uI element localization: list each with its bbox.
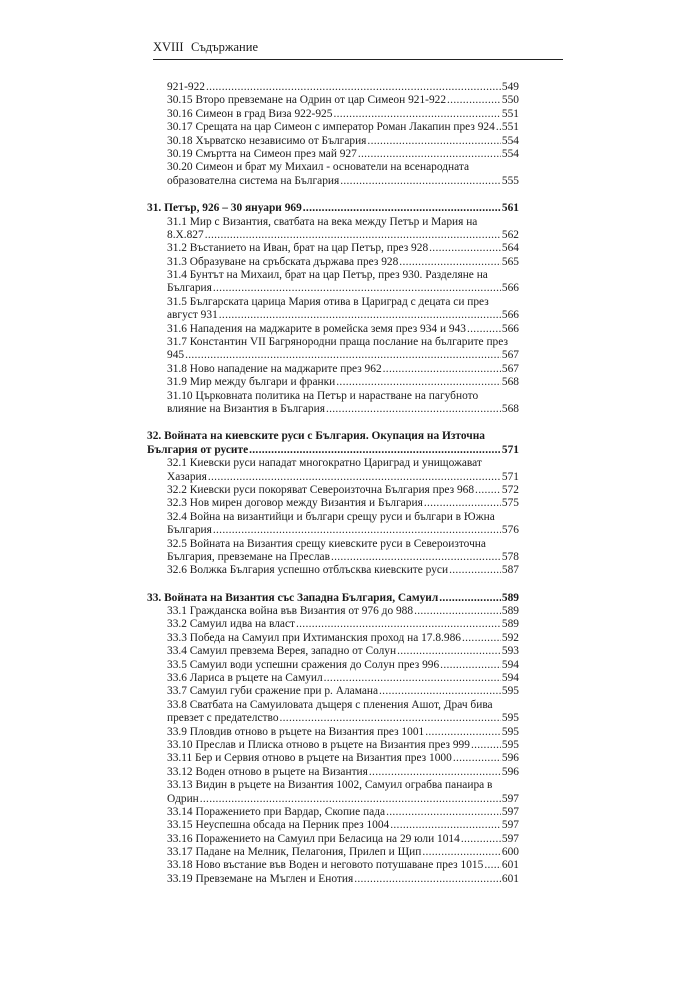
dot-leader bbox=[208, 471, 501, 484]
toc-entry-line[interactable] bbox=[147, 390, 519, 403]
toc-page-number: 595 bbox=[501, 685, 519, 698]
toc-entry-title: 31.8 Ново нападение на маджарите през 962 bbox=[167, 362, 382, 375]
toc-entry-title: 30.17 Срещата на цар Симеон с император Роман Лакапин през 924 bbox=[167, 121, 495, 134]
toc-entry-line[interactable] bbox=[147, 229, 519, 242]
toc-entry-title: 33.10 Преслав и Плиска отново в ръцете на Византия през 999 bbox=[167, 738, 470, 751]
toc-entry-line[interactable] bbox=[147, 81, 519, 94]
toc-page-number: 572 bbox=[501, 483, 519, 496]
toc-entry-line[interactable] bbox=[147, 161, 519, 174]
toc-entry-title: 33.11 Бер и Сервия отново в ръцете на Византия през 1000 bbox=[167, 752, 452, 765]
toc-page-number: 595 bbox=[501, 738, 519, 751]
toc-entry-line[interactable] bbox=[147, 752, 519, 765]
dot-leader bbox=[296, 618, 501, 631]
toc-entry-title: 31.3 Образуване на сръбската държава през 928 bbox=[167, 255, 399, 268]
toc-entry-line[interactable] bbox=[147, 242, 519, 255]
toc-entry-title: 30.16 Симеон в град Виза 922-925 bbox=[167, 107, 333, 120]
toc-page-number: 597 bbox=[501, 832, 519, 845]
toc-entry-line[interactable] bbox=[147, 309, 519, 322]
toc-entry-line[interactable] bbox=[147, 135, 519, 148]
dot-leader bbox=[379, 685, 501, 698]
toc-page-number: 597 bbox=[501, 792, 519, 805]
dot-leader bbox=[462, 632, 501, 645]
toc-entry-title: 30.18 Хърватско независимо от България bbox=[167, 134, 367, 147]
toc-chapter-line[interactable] bbox=[147, 444, 519, 457]
toc-page-number: 589 bbox=[501, 605, 519, 618]
toc-entry-line[interactable] bbox=[147, 349, 519, 362]
toc-entry-title: 8.Х.827 bbox=[167, 228, 204, 241]
toc-page-number: 578 bbox=[501, 550, 519, 563]
toc-entry-title: 33.14 Поражението при Вардар, Скопие пада bbox=[167, 805, 386, 818]
toc-page-number: 564 bbox=[501, 242, 519, 255]
toc-entry-line[interactable] bbox=[147, 819, 519, 832]
toc-chapter-line[interactable] bbox=[147, 430, 519, 443]
toc-page-number: 549 bbox=[501, 81, 519, 93]
toc-entry-line[interactable] bbox=[147, 699, 519, 712]
toc-page-number: 601 bbox=[501, 859, 519, 872]
toc-entry-title: 32.1 Киевски руси нападат многократно Цариград и унищожават bbox=[167, 457, 482, 470]
dot-leader bbox=[424, 497, 501, 510]
dot-leader bbox=[461, 833, 501, 846]
toc-entry-line[interactable] bbox=[147, 336, 519, 349]
toc-page-number: 595 bbox=[501, 725, 519, 738]
dot-leader bbox=[200, 793, 501, 806]
toc-entry-title: 31.6 Нападения на маджарите в ромейска земя през 934 и 943 bbox=[167, 322, 466, 335]
dot-leader bbox=[390, 819, 501, 832]
toc-page-number: 554 bbox=[501, 134, 519, 147]
dot-leader bbox=[425, 726, 501, 739]
toc-entry-title: 33.16 Поражението на Самуил при Беласица на 29 юли 1014 bbox=[167, 832, 460, 845]
toc-entry-title: 921-922 bbox=[167, 81, 205, 93]
dot-leader bbox=[331, 551, 501, 564]
dot-leader bbox=[336, 376, 501, 389]
toc-page-number: 551 bbox=[501, 107, 519, 120]
toc-page-number: 592 bbox=[501, 631, 519, 644]
toc-page-number: 566 bbox=[501, 282, 519, 295]
dot-leader bbox=[453, 752, 501, 765]
toc-entry-title: 32.2 Киевски руси покоряват Североизточна България през 968 bbox=[167, 483, 475, 496]
toc-entry-line[interactable] bbox=[147, 685, 519, 698]
toc-entry-title: 32.5 Войната на Византия срещу киевските руси в Североизточна bbox=[167, 537, 486, 550]
toc-entry-line[interactable] bbox=[147, 457, 519, 470]
toc-page-number: 566 bbox=[501, 309, 519, 322]
toc-entry-title: 30.15 Второ превземане на Одрин от цар Симеон 921-922 bbox=[167, 94, 447, 107]
toc-entry-title: 33.15 Неуспешна обсада на Перник през 1004 bbox=[167, 819, 390, 832]
dot-leader bbox=[449, 564, 501, 577]
toc-page-number: 594 bbox=[501, 672, 519, 685]
toc-entry-title: 33. Войната на Византия със Западна България, Самуил bbox=[147, 591, 439, 604]
dot-leader bbox=[440, 659, 501, 672]
dot-leader bbox=[205, 229, 501, 242]
toc-page-number: 567 bbox=[501, 362, 519, 375]
toc-page-number: 550 bbox=[501, 94, 519, 107]
toc-page-number: 587 bbox=[501, 564, 519, 577]
toc-entry-line[interactable] bbox=[147, 403, 519, 416]
toc-entry-title: 33.1 Гражданска война във Византия от 976 до 988 bbox=[167, 605, 414, 618]
dot-leader bbox=[422, 846, 501, 859]
toc-entry-title: 31.2 Въстанието на Иван, брат на цар Петър, през 928 bbox=[167, 242, 429, 255]
dot-leader bbox=[249, 444, 501, 457]
toc-entry-line[interactable] bbox=[147, 659, 519, 672]
toc-page-number: 561 bbox=[501, 202, 519, 215]
toc-entry-title: 31.4 Бунтът на Михаил, брат на цар Петър, през 930. Разделяне на bbox=[167, 269, 488, 282]
toc-entry-line[interactable] bbox=[147, 859, 519, 872]
toc-page-number: 571 bbox=[501, 470, 519, 483]
toc-entry-title: 30.19 Смъртта на Симеон през май 927 bbox=[167, 147, 357, 160]
dot-leader bbox=[386, 806, 501, 819]
toc-entry-title: 33.12 Воден отново в ръцете на Византия bbox=[167, 765, 368, 778]
toc-page-number: 565 bbox=[501, 255, 519, 268]
toc-entry-title: образователна система на България bbox=[167, 174, 340, 187]
toc-entry-title: 32.3 Нов мирен договор между Византия и България bbox=[167, 497, 423, 510]
toc-entry-title: 31.7 Константин VII Багрянородни праща послание на българите през bbox=[167, 336, 508, 349]
toc-entry-line[interactable] bbox=[147, 471, 519, 484]
toc-entry-title: 945 bbox=[167, 349, 185, 362]
toc-page-number: 554 bbox=[501, 147, 519, 160]
toc-page-number: 568 bbox=[501, 402, 519, 415]
toc-entry-line[interactable] bbox=[147, 726, 519, 739]
toc-page-number: 567 bbox=[501, 349, 519, 362]
section-gap bbox=[147, 188, 519, 202]
dot-leader bbox=[326, 403, 501, 416]
toc-entry-title: 31.5 Българската царица Мария отива в Цариград с децата си през bbox=[167, 295, 489, 308]
dot-leader bbox=[399, 256, 501, 269]
toc-entry-line[interactable] bbox=[147, 551, 519, 564]
toc-entry-line[interactable] bbox=[147, 376, 519, 389]
toc-entry-line[interactable] bbox=[147, 846, 519, 859]
dot-leader bbox=[206, 81, 501, 94]
toc-entry-title: Хазария bbox=[167, 470, 207, 483]
toc-page-number: 596 bbox=[501, 765, 519, 778]
dot-leader bbox=[303, 202, 501, 215]
toc-entry-line[interactable] bbox=[147, 766, 519, 779]
toc-entry-title: 33.8 Сватбата на Самуиловата дъщеря с пленения Ашот, Драч бива bbox=[167, 698, 493, 711]
dot-leader bbox=[367, 135, 500, 148]
toc-entry-title: България bbox=[167, 282, 212, 295]
toc-page-number: 596 bbox=[501, 752, 519, 765]
dot-leader bbox=[280, 712, 501, 725]
dot-leader bbox=[484, 859, 501, 872]
toc-page-number: 576 bbox=[501, 524, 519, 537]
toc-entry-title: 33.9 Пловдив отново в ръцете на Византия през 1001 bbox=[167, 725, 425, 738]
toc-page-number: 571 bbox=[501, 443, 519, 456]
toc-entry-line[interactable] bbox=[147, 296, 519, 309]
toc-page-number: 562 bbox=[501, 228, 519, 241]
toc-entry-title: 33.13 Видин в ръцете на Византия 1002, Самуил ограбва панаира в bbox=[167, 779, 493, 792]
toc-page-number: 555 bbox=[501, 174, 519, 187]
toc-page-number: 589 bbox=[501, 591, 519, 604]
toc-entry-title: 31.1 Мир с Византия, сватбата на века между Петър и Мария на bbox=[167, 215, 478, 228]
toc-entry-title: България от русите bbox=[147, 443, 249, 456]
toc-page-number: 589 bbox=[501, 618, 519, 631]
dot-leader bbox=[340, 175, 501, 188]
dot-leader bbox=[414, 605, 501, 618]
dot-leader bbox=[447, 94, 501, 107]
dot-leader bbox=[324, 672, 501, 685]
page-number: XVIII bbox=[153, 40, 184, 54]
toc-entry-line[interactable] bbox=[147, 645, 519, 658]
toc-entry-title: 32. Войната на киевските руси с България. Окупация на Източна bbox=[147, 430, 485, 443]
dot-leader bbox=[358, 148, 501, 161]
toc-page-number: 595 bbox=[501, 712, 519, 725]
toc-entry-line[interactable] bbox=[147, 873, 519, 886]
dot-leader bbox=[429, 242, 501, 255]
running-title: Съдържание bbox=[191, 40, 258, 54]
toc-entry-line[interactable] bbox=[147, 94, 519, 107]
toc-entry-line[interactable] bbox=[147, 148, 519, 161]
toc-entry-title: 33.5 Самуил води успешни сражения до Солун през 996 bbox=[167, 658, 440, 671]
toc-entry-line[interactable] bbox=[147, 108, 519, 121]
dot-leader bbox=[213, 524, 501, 537]
toc-entry-title: 33.2 Самуил идва на власт bbox=[167, 618, 295, 631]
dot-leader bbox=[496, 121, 501, 134]
toc-entry-line[interactable] bbox=[147, 363, 519, 376]
toc-entry-line[interactable] bbox=[147, 618, 519, 631]
toc-entry-line[interactable] bbox=[147, 806, 519, 819]
toc-entry-line[interactable] bbox=[147, 564, 519, 577]
toc-entry-title: 31. Петър, 926 – 30 януари 969 bbox=[147, 202, 302, 215]
page-header bbox=[153, 37, 563, 60]
toc-page-number: 600 bbox=[501, 846, 519, 859]
toc-page-number: 566 bbox=[501, 322, 519, 335]
toc-entry-line[interactable] bbox=[147, 779, 519, 792]
toc-entry-line[interactable] bbox=[147, 256, 519, 269]
toc-entry-line[interactable] bbox=[147, 323, 519, 336]
toc-entry-title: 33.7 Самуил губи сражение при р. Аламана bbox=[167, 685, 379, 698]
toc-entry-line[interactable] bbox=[147, 793, 519, 806]
toc-entry-title: 32.4 Война на византийци и българи срещу руси и българи в Южна bbox=[167, 510, 495, 523]
toc-entry-title: 31.9 Мир между българи и франки bbox=[167, 376, 336, 389]
dot-leader bbox=[354, 873, 501, 886]
toc-page-number: 593 bbox=[501, 645, 519, 658]
toc-entry-title: 33.3 Победа на Самуил при Ихтиманския проход на 17.8.986 bbox=[167, 631, 461, 644]
toc-entry-line[interactable] bbox=[147, 497, 519, 510]
toc-entry-line[interactable] bbox=[147, 632, 519, 645]
toc-entry-line[interactable] bbox=[147, 216, 519, 229]
toc-entry-title: 33.6 Лариса в ръцете на Самуил bbox=[167, 672, 323, 685]
table-of-contents bbox=[147, 81, 519, 886]
toc-page-number: 594 bbox=[501, 658, 519, 671]
toc-entry-title: България, превземане на Преслав bbox=[167, 550, 330, 563]
toc-entry-line[interactable] bbox=[147, 605, 519, 618]
dot-leader bbox=[467, 323, 501, 336]
toc-entry-title: август 931 bbox=[167, 309, 218, 322]
toc-page-number: 575 bbox=[501, 497, 519, 510]
toc-entry-line[interactable] bbox=[147, 175, 519, 188]
dot-leader bbox=[471, 739, 501, 752]
toc-entry-line[interactable] bbox=[147, 269, 519, 282]
toc-entry-line[interactable] bbox=[147, 524, 519, 537]
toc-entry-title: 32.6 Волжка България успешно отблъсква киевските руси bbox=[167, 564, 449, 577]
toc-page-number: 597 bbox=[501, 805, 519, 818]
toc-entry-title: 30.20 Симеон и брат му Михаил - основатели на всенародната bbox=[167, 161, 470, 174]
dot-leader bbox=[475, 484, 501, 497]
toc-entry-line[interactable] bbox=[147, 282, 519, 295]
toc-page-number: 568 bbox=[501, 376, 519, 389]
dot-leader bbox=[439, 592, 501, 605]
toc-entry-title: 33.19 Превземане на Мъглен и Енотия bbox=[167, 872, 354, 885]
toc-page-number: 597 bbox=[501, 819, 519, 832]
toc-entry-line[interactable] bbox=[147, 538, 519, 551]
toc-chapter-line[interactable] bbox=[147, 592, 519, 605]
toc-entry-line[interactable] bbox=[147, 511, 519, 524]
toc-entry-title: 33.4 Самуил превзема Верея, западно от Солун bbox=[167, 645, 397, 658]
toc-entry-title: България bbox=[167, 524, 212, 537]
toc-entry-title: 33.17 Падане на Мелник, Пелагония, Прилеп и Щип bbox=[167, 846, 422, 859]
toc-entry-line[interactable] bbox=[147, 833, 519, 846]
section-gap bbox=[147, 416, 519, 430]
toc-entry-line[interactable] bbox=[147, 121, 519, 134]
dot-leader bbox=[219, 309, 501, 322]
toc-entry-title: Одрин bbox=[167, 792, 199, 805]
toc-entry-line[interactable] bbox=[147, 484, 519, 497]
toc-entry-title: 33.18 Ново въстание във Воден и неговото потушаване през 1015 bbox=[167, 859, 484, 872]
toc-page-number: 551 bbox=[501, 121, 519, 134]
toc-entry-title: превзет с предателство bbox=[167, 712, 279, 725]
toc-entry-line[interactable] bbox=[147, 712, 519, 725]
section-gap bbox=[147, 578, 519, 592]
dot-leader bbox=[213, 282, 501, 295]
toc-page-number: 601 bbox=[501, 872, 519, 885]
toc-entry-title: 31.10 Църковната политика на Петър и нарастване на пагубното bbox=[167, 389, 479, 402]
dot-leader bbox=[397, 645, 501, 658]
toc-entry-line[interactable] bbox=[147, 672, 519, 685]
toc-entry-title: влияние на Византия в България bbox=[167, 402, 325, 415]
dot-leader bbox=[333, 108, 500, 121]
dot-leader bbox=[369, 766, 501, 779]
dot-leader bbox=[383, 363, 501, 376]
dot-leader bbox=[185, 349, 501, 362]
toc-chapter-line[interactable] bbox=[147, 202, 519, 215]
toc-entry-line[interactable] bbox=[147, 739, 519, 752]
